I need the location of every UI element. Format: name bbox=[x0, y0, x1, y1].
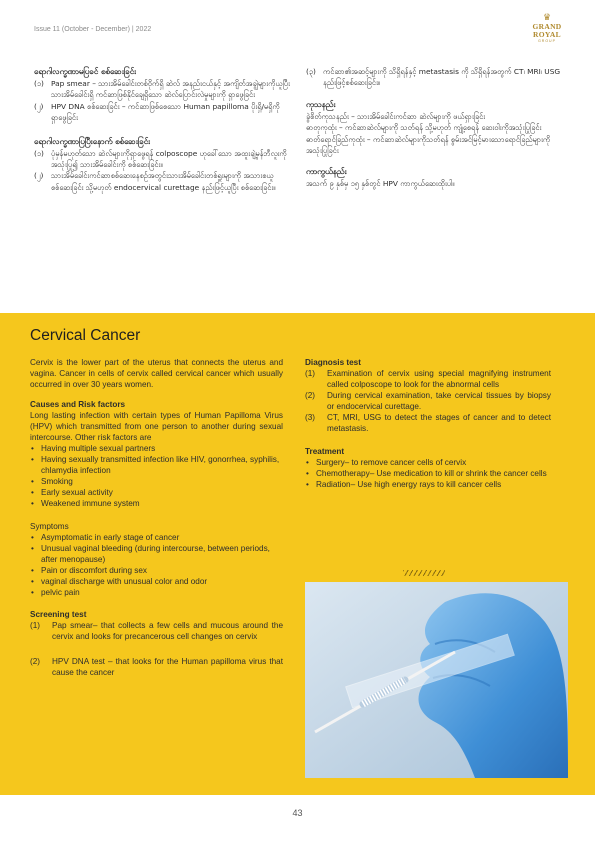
list-item: • pelvic pain bbox=[30, 587, 283, 598]
pap-smear-photo bbox=[305, 582, 568, 778]
diagnosis-heading: Diagnosis test bbox=[305, 358, 361, 367]
list-item: (၂) သားအိမ်ခေါင်းကင်ဆာစစ်ဆေးနေစဉ်အတွင်းသားအိမ်ခေါင်းတစ်ရှူးများကို အသားစယူ စစ်ဆေးခြင်း သို့မဟုတ် endocervical curettage နည်းဖြင့်ယူပြီး စစ်ဆေးခြင်း။ bbox=[34, 171, 276, 192]
burmese-heading-post-symptom: ရောဂါလက္ခဏာပြပြီးနောက် စစ်ဆေးခြင်း bbox=[34, 136, 151, 146]
burmese-heading-treatment: ကုသနည်း bbox=[306, 99, 336, 109]
list-item: • Surgery– to remove cancer cells of cervix bbox=[305, 457, 551, 468]
treatment-line: ဓာတုကုထုံး – ကင်ဆာဆဲလ်များကို သတ်ရန် သို့မဟုတ် ကျုံ့စေရန် ဆေးဝါးကိုအသုံးပြုခြင်း bbox=[306, 123, 542, 133]
causes-heading: Causes and Risk factors bbox=[30, 400, 126, 409]
burmese-heading-prevention: ကာကွယ်နည်း bbox=[306, 167, 347, 177]
treatment-line: ဓာတ်ရောင်ခြည်ကုထုံး – ကင်ဆာဆဲလ်များကိုသတ်ရန် စွမ်းအင်မြင့်မားသောရောင်ခြည်များကို အသုံးပြုခြင်း bbox=[306, 134, 551, 156]
list-item: • Early sexual activity bbox=[30, 487, 283, 498]
list-item: (၁) ပုံမှန်မဟုတ်သော ဆဲလ်များကိုရှာဖွေရန် colposcope ဟုခေါ်သော အထူးချဲ့မှန်ဘီလူးကို အသုံးပြု၍ သားအိမ်ခေါင်းကို စစ်ဆေးခြင်း။ bbox=[34, 148, 287, 170]
issue-label: Issue 11 (October - December) | 2022 bbox=[34, 26, 152, 33]
causes-paragraph: Long lasting infection with certain types of Human Papilloma Virus (HPV) which transmitted from one person to another during sexual intercourse. Other risk factors are bbox=[30, 411, 283, 442]
list-item: • vaginal discharge with unusual color and odor bbox=[30, 576, 283, 587]
english-right-column bbox=[305, 357, 551, 490]
list-item: (3) CT, MRI, USG to detect the stages of cancer and to detect metastasis. bbox=[305, 413, 551, 433]
list-item: • Pain or discomfort during sex bbox=[30, 565, 283, 576]
crown-icon: ♛ bbox=[542, 13, 552, 23]
list-item: • Unusual vaginal bleeding (during intercourse, between periods, after menopause) bbox=[30, 543, 283, 565]
prevention-line: အသက် ၉ နှစ်မှ ၁၅ နှစ်တွင် HPV ကာကွယ်ဆေးထိုးပါ။ bbox=[306, 179, 455, 189]
treatment-heading: Treatment bbox=[305, 447, 345, 456]
list-item: • Asymptomatic in early stage of cancer bbox=[30, 532, 283, 543]
list-item: (၂) HPV DNA စစ်ဆေးခြင်း – ကင်ဆာဖြစ်စေသော Human papilloma ပိုးရှိ/မရှိကိုရှာဖွေခြင်း bbox=[34, 101, 280, 123]
screening-heading: Screening test bbox=[30, 610, 87, 619]
list-item: • Smoking bbox=[30, 476, 283, 487]
treatment-line: ခွဲစိတ်ကုသနည်း – သားအိမ်ခေါင်းကင်ဆာ ဆဲလ်များကို ဖယ်ရှားခြင်း bbox=[306, 111, 486, 121]
list-item: • Having sexually transmitted infection like HIV, gonorrhea, syphilis, chlamydia infection bbox=[30, 454, 283, 476]
list-item: • Chemotherapy– Use medication to kill or shrink the cancer cells bbox=[305, 468, 551, 479]
burmese-left-column bbox=[34, 66, 290, 193]
list-item: • Weakened immune system bbox=[30, 498, 283, 509]
list-item: (2) HPV DNA test – that looks for the Human papilloma virus that cause the cancer bbox=[30, 657, 283, 677]
decorative-hatch bbox=[403, 570, 445, 576]
grand-royal-logo: ♛ GRAND ROYAL GROUP bbox=[522, 14, 572, 44]
list-item: (၃) ကင်ဆာ၏အဆင့်များကို သိရှိရန်နှင့် metastasis ကို သိရှိရန်အတွက် CT၊ MRI၊ USG နည်းဖြင့်စစ်ဆေးခြင်း။ bbox=[306, 67, 561, 88]
intro-paragraph: Cervix is the lower part of the uterus that connects the uterus and vagina. Cancer in cells of cervix called cervical cancer which usually occurred in over 30 years women. bbox=[30, 358, 283, 389]
list-item: (1) Examination of cervix using special magnifying instrument called colposcope to look for the abnormal cells bbox=[305, 369, 551, 389]
list-item: (၁) Pap smear – သားအိမ်ခေါင်းတစ်ဝိုက်ရှိ ဆဲလ် အနည်းငယ်နှင့် အကျိတ်အချွဲများကိုယူပြီး သားအိမ်ခေါင်းရှိ ကင်ဆာဖြစ်နိုင်ချေရှိသော ဆဲလ်ပြောင်းလဲမှုများကို ရှာဖွေခြင်း bbox=[34, 79, 290, 100]
list-item: (2) During cervical examination, take cervical tissues by biopsy or endocervical curettage. bbox=[305, 391, 551, 411]
english-left-column bbox=[30, 357, 283, 678]
list-item: • Having multiple sexual partners bbox=[30, 443, 283, 454]
page-title: Cervical Cancer bbox=[30, 327, 141, 344]
list-item: (1) Pap smear– that collects a few cells and mucous around the cervix and looks for precancerous cell changes on cervix bbox=[30, 621, 283, 641]
page-number: 43 bbox=[292, 808, 303, 818]
burmese-right-column bbox=[306, 66, 564, 190]
symptoms-heading: Symptoms bbox=[30, 522, 69, 531]
burmese-heading-pre-symptom: ရောဂါလက္ခဏာမပြခင် စစ်ဆေးခြင်း bbox=[34, 67, 137, 76]
list-item: • Radiation– Use high energy rays to kill cancer cells bbox=[305, 479, 551, 490]
